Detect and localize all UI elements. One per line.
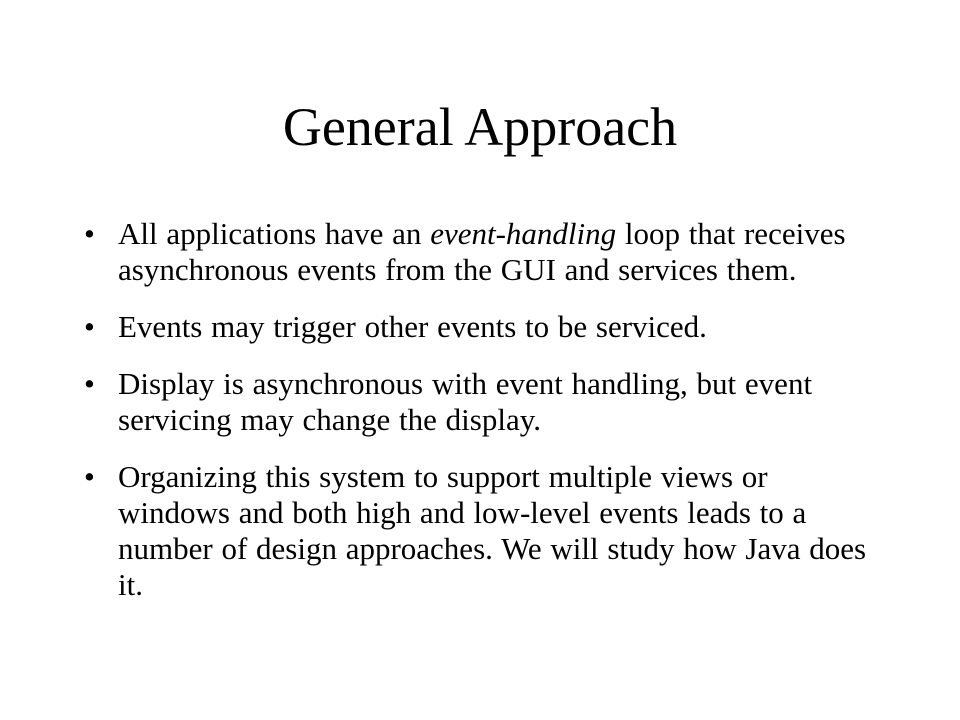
bullet-item-display-async [84,366,874,438]
bullet-text [118,216,846,287]
bullet-list [84,216,874,624]
bullet-marker: • [84,216,95,251]
bullet-item-event-loop [84,216,874,288]
bullet-text-emphasis: event-handling [430,216,617,251]
bullet-text-part: loop that receives asynchronous events from the GUI and services them. [118,216,846,287]
bullet-item-trigger-events [84,309,874,345]
bullet-marker: • [84,309,95,344]
bullet-item-design-approaches [84,459,874,603]
bullet-text: Display is asynchronous with event handling, but event servicing may change the display. [118,366,813,437]
slide-title: General Approach [282,97,678,157]
bullet-marker: • [84,366,95,401]
bullet-text: Organizing this system to support multiple views or windows and both high and low-level events leads to a number of design approaches. We will study how Java does it. [118,459,867,602]
bullet-text: Events may trigger other events to be serviced. [118,309,707,344]
bullet-marker: • [84,459,95,494]
bullet-text-part: All applications have an [118,216,431,251]
